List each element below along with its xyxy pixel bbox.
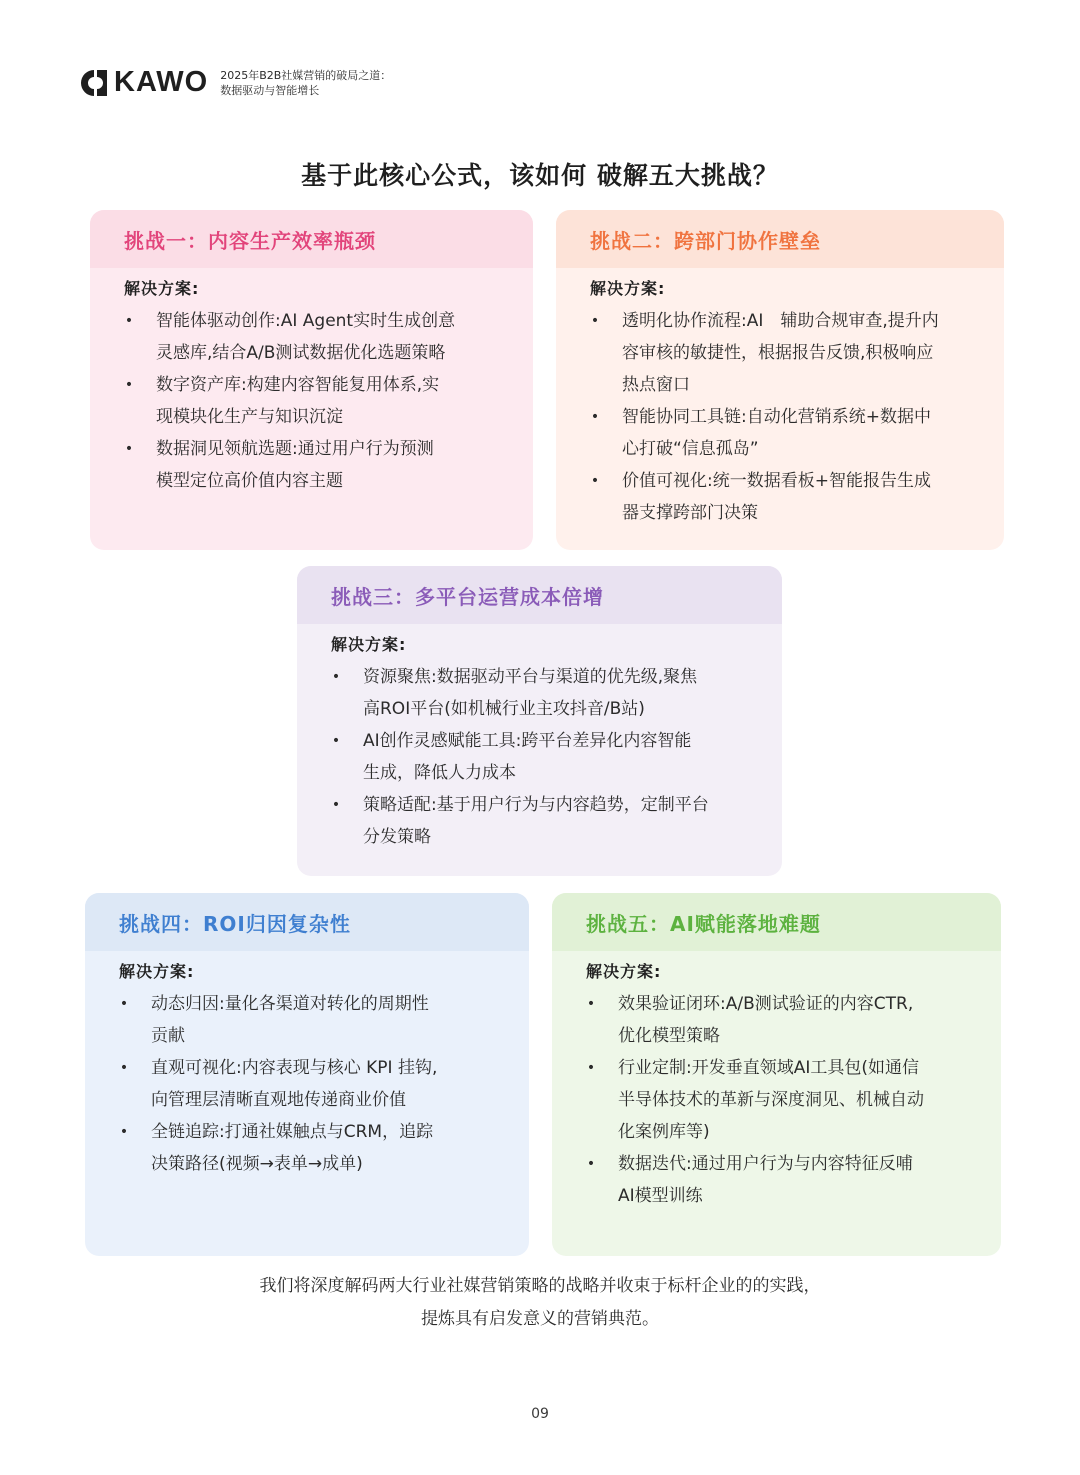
bullet-icon: •	[586, 1060, 596, 1076]
bullet-icon: •	[331, 733, 341, 749]
solution-item	[119, 1116, 499, 1180]
solution-item-line: 动态归因:量化各渠道对转化的周期性	[151, 994, 429, 1014]
challenge-title: 挑战四：ROI归因复杂性	[85, 893, 529, 951]
solution-item	[119, 988, 499, 1052]
challenge-body	[556, 268, 1004, 529]
solution-label: 解决方案:	[124, 279, 200, 298]
solution-label: 解决方案:	[119, 962, 195, 981]
solution-item-line: 模型定位高价值内容主题	[156, 471, 343, 491]
solution-item	[590, 305, 974, 401]
challenge-title: 挑战二：跨部门协作壁垒	[556, 210, 1004, 268]
solution-label: 解决方案:	[590, 279, 666, 298]
solution-item-line: AI创作灵感赋能工具:跨平台差异化内容智能	[363, 731, 692, 751]
closing-line-2: 提炼具有启发意义的营销典范。	[421, 1309, 659, 1329]
solution-item-line: AI模型训练	[618, 1186, 703, 1206]
challenge-body	[297, 624, 782, 853]
logo-text: KAWO	[114, 66, 209, 98]
challenge-card-3	[297, 566, 782, 876]
solution-list	[119, 988, 499, 1180]
solution-item-line: 高ROI平台(如机械行业主攻抖音/B站)	[363, 699, 645, 719]
solution-item-line: 现模块化生产与知识沉淀	[156, 407, 343, 427]
bullet-icon: •	[590, 409, 600, 425]
solution-item	[590, 401, 974, 465]
challenge-title: 挑战五：AI赋能落地难题	[552, 893, 1001, 951]
subtitle-line-1: 2025年B2B社媒营销的破局之道：	[220, 68, 392, 82]
solution-list	[124, 305, 503, 497]
document-subtitle	[220, 68, 391, 98]
solution-item-line: 策略适配:基于用户行为与内容趋势，定制平台	[363, 795, 709, 815]
challenge-body	[90, 268, 533, 497]
bullet-icon: •	[124, 313, 134, 329]
challenge-card-1	[90, 210, 533, 550]
solution-item-line: 化案例库等)	[618, 1122, 710, 1142]
challenge-card-4	[85, 893, 529, 1256]
solution-item-line: 热点窗口	[622, 375, 690, 395]
solution-item-line: 生成，降低人力成本	[363, 763, 516, 783]
challenge-card-2	[556, 210, 1004, 550]
solution-item	[590, 465, 974, 529]
kawo-logo-icon	[80, 69, 108, 97]
document-header	[80, 66, 391, 99]
challenge-title: 挑战一：内容生产效率瓶颈	[90, 210, 533, 268]
solution-list	[331, 661, 752, 853]
solution-item	[331, 789, 752, 853]
kawo-logo	[80, 66, 208, 99]
closing-line-1: 我们将深度解码两大行业社媒营销策略的战略并收束于标杆企业的的实践，	[259, 1276, 821, 1296]
bullet-icon: •	[124, 441, 134, 457]
bullet-icon: •	[119, 996, 129, 1012]
solution-item-line: 价值可视化:统一数据看板+智能报告生成	[622, 471, 931, 491]
closing-paragraph	[0, 1270, 1080, 1336]
bullet-icon: •	[119, 1124, 129, 1140]
solution-list	[586, 988, 971, 1212]
solution-item-line: 数字资产库:构建内容智能复用体系,实	[156, 375, 440, 395]
solution-item-line: 智能协同工具链:自动化营销系统+数据中	[622, 407, 931, 427]
solution-item	[331, 661, 752, 725]
bullet-icon: •	[331, 669, 341, 685]
solution-item-line: 资源聚焦:数据驱动平台与渠道的优先级,聚焦	[363, 667, 698, 687]
bullet-icon: •	[331, 797, 341, 813]
bullet-icon: •	[590, 313, 600, 329]
bullet-icon: •	[586, 1156, 596, 1172]
solution-item-line: 数据洞见领航选题:通过用户行为预测	[156, 439, 434, 459]
solution-item-line: 数据迭代:通过用户行为与内容特征反哺	[618, 1154, 913, 1174]
solution-item-line: 容审核的敏捷性，根据报告反馈,积极响应	[622, 343, 934, 363]
bullet-icon: •	[590, 473, 600, 489]
solution-item-line: 心打破“信息孤岛”	[622, 439, 759, 459]
solution-item-line: 效果验证闭环:A/B测试验证的内容CTR,	[618, 994, 914, 1014]
bullet-icon: •	[586, 996, 596, 1012]
solution-item	[124, 433, 503, 497]
solution-item-line: 优化模型策略	[618, 1026, 720, 1046]
solution-item	[124, 305, 503, 369]
solution-item-line: 分发策略	[363, 827, 431, 847]
solution-label: 解决方案:	[586, 962, 662, 981]
solution-list	[590, 305, 974, 529]
bullet-icon: •	[124, 377, 134, 393]
solution-item-line: 智能体驱动创作:AI Agent实时生成创意	[156, 311, 456, 331]
page-title: 基于此核心公式，该如何 破解五大挑战？	[301, 161, 779, 190]
solution-item	[586, 988, 971, 1052]
solution-label: 解决方案:	[331, 635, 407, 654]
solution-item	[124, 369, 503, 433]
challenge-body	[552, 951, 1001, 1212]
solution-item-line: 灵感库,结合A/B测试数据优化选题策略	[156, 343, 446, 363]
solution-item	[586, 1052, 971, 1148]
solution-item	[119, 1052, 499, 1116]
solution-item-line: 决策路径(视频→表单→成单)	[151, 1154, 363, 1174]
bullet-icon: •	[119, 1060, 129, 1076]
solution-item	[331, 725, 752, 789]
solution-item-line: 器支撑跨部门决策	[622, 503, 758, 523]
solution-item-line: 透明化协作流程:AI 辅助合规审查,提升内	[622, 311, 939, 331]
solution-item-line: 向管理层清晰直观地传递商业价值	[151, 1090, 406, 1110]
solution-item-line: 直观可视化:内容表现与核心 KPI 挂钩,	[151, 1058, 438, 1078]
challenge-title: 挑战三：多平台运营成本倍增	[297, 566, 782, 624]
page-number: 09	[531, 1406, 549, 1422]
solution-item-line: 行业定制:开发垂直领域AI工具包(如通信	[618, 1058, 920, 1078]
solution-item-line: 贡献	[151, 1026, 185, 1046]
solution-item-line: 全链追踪:打通社媒触点与CRM，追踪	[151, 1122, 434, 1142]
solution-item-line: 半导体技术的革新与深度洞见、机械自动	[618, 1090, 924, 1110]
solution-item	[586, 1148, 971, 1212]
challenge-card-5	[552, 893, 1001, 1256]
subtitle-line-2: 数据驱动与智能增长	[220, 83, 320, 97]
challenge-body	[85, 951, 529, 1180]
